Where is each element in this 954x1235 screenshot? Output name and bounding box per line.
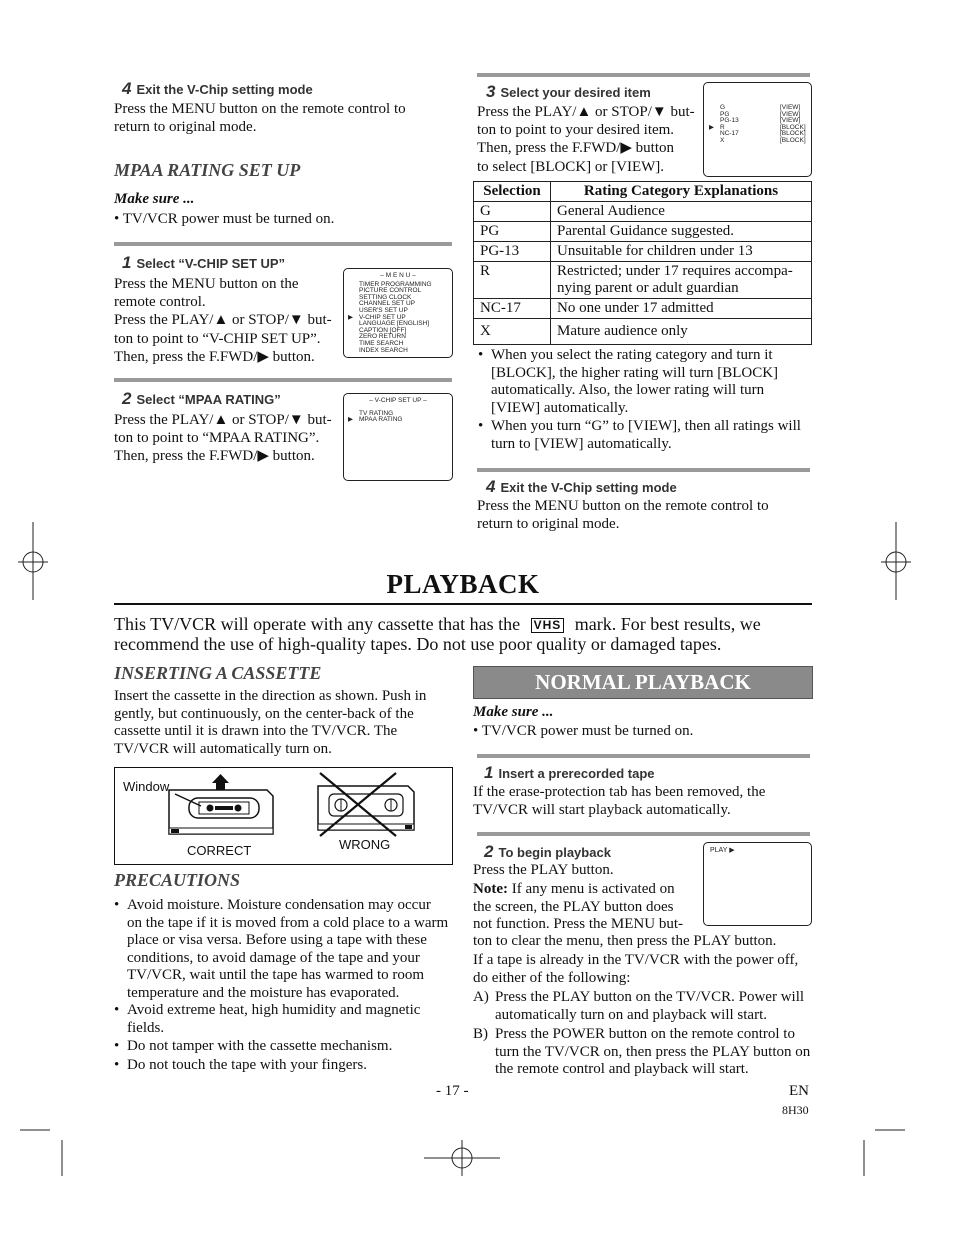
text-line: Press the MENU button on the [114, 276, 299, 292]
menu-item: USER'S SET UP [359, 306, 408, 314]
option-text: Press the PLAY button on the TV/VCR. Power will automatically turn on and playback will start. [495, 989, 805, 1023]
step-number: 4 [122, 79, 132, 98]
text-line: the screen, the PLAY button does [473, 898, 674, 915]
inserting-heading: INSERTING A CASSETTE [114, 663, 322, 683]
menu-item: TIMER PROGRAMMING [359, 280, 432, 288]
text-line: Then, press the F.FWD/▶ button. [114, 448, 315, 465]
step3-heading [486, 82, 651, 102]
step4-right-text: Press the MENU button on the remote control to return to original mode. [477, 498, 769, 532]
step1-text [114, 275, 344, 366]
step-number: 2 [484, 842, 494, 861]
rating-label-selected: ▶ R [709, 123, 725, 131]
menu-item: PICTURE CONTROL [359, 287, 422, 295]
inserting-text: Insert the cassette in the direction as shown. Push in gently, but continuously, on the center-back of the cassette until it is drawn into the TV/VCR. The TV/VCR will automatically turn on. [114, 688, 427, 757]
rating-value: [BLOCK] [780, 136, 806, 144]
make-sure-label: Make sure ... [114, 191, 195, 207]
rating-note: • When you turn “G” to [VIEW], then all ratings will turn to [VIEW] automatically. [478, 418, 801, 452]
step-divider [477, 832, 810, 836]
normal-step1-text: If the erase-protection tab has been removed, the TV/VCR will start playback automatically. [473, 784, 766, 818]
step3-text [477, 103, 707, 176]
wrong-cassette-icon [318, 773, 414, 836]
step-number: 1 [122, 253, 132, 272]
step-title: To begin playback [498, 845, 611, 860]
registration-mark-icon [881, 522, 911, 600]
menu-item: CHANNEL SET UP [359, 300, 415, 308]
step-divider [114, 242, 452, 246]
step-divider [477, 754, 810, 758]
intro-text: mark. For best results, we [574, 614, 761, 634]
table-cell: PG-13 [474, 242, 551, 262]
step-number: 2 [122, 389, 132, 408]
table-row [474, 319, 812, 345]
rating-table [473, 181, 812, 345]
intro-text: This TV/VCR will operate with any cassette that has the [114, 614, 521, 634]
menu-item: TIME SEARCH [359, 339, 404, 347]
menu-item: INDEX SEARCH [359, 346, 408, 354]
page-number: - 17 - [436, 1083, 469, 1099]
precautions-heading: PRECAUTIONS [114, 870, 241, 890]
playback-intro [114, 614, 814, 654]
step1-heading [122, 253, 285, 273]
insert-arrow-icon [212, 774, 229, 790]
wrong-label: WRONG [339, 837, 391, 852]
menu-screen-title: – M E N U – [380, 272, 416, 279]
step-number: 3 [486, 82, 496, 101]
rating-value: [VIEW] [780, 117, 801, 125]
cursor-arrow-icon: ▶ [348, 313, 353, 321]
table-header: Selection [474, 182, 551, 202]
normal-step2-text [473, 862, 698, 934]
normal-step1-heading [484, 763, 655, 783]
rating-values [780, 105, 806, 145]
step-title: Select “MPAA RATING” [136, 392, 281, 407]
document-code: 8H30 [782, 1103, 809, 1117]
text-line: ton to point to “MPAA RATING”. [114, 430, 320, 447]
step-title: Select “V-CHIP SET UP” [136, 256, 286, 271]
menu-item: CAPTION [OFF] [359, 326, 407, 334]
vhs-logo: VHS [531, 618, 565, 633]
text-line: Press the PLAY button. [473, 862, 614, 878]
table-cell: Restricted; under 17 requires accompa-nying parent or adult guardian [551, 262, 812, 299]
rating-value: [BLOCK] [780, 123, 806, 131]
rating-value: [VIEW] [780, 104, 801, 111]
rating-label: NC-17 [720, 130, 739, 138]
step-title: Exit the V-Chip setting mode [136, 82, 313, 97]
menu-item-selected: ▶ MPAA RATING [348, 416, 403, 424]
rating-label: G [720, 104, 726, 111]
step-title: Insert a prerecorded tape [498, 766, 655, 781]
table-header-row [474, 182, 812, 202]
text-line: Then, press the F.FWD/▶ button [477, 140, 674, 157]
cursor-arrow-icon: ▶ [709, 123, 714, 131]
vchip-screen [343, 393, 453, 481]
playback-title: PLAYBACK [386, 569, 540, 599]
make-sure-item: • TV/VCR power must be turned on. [473, 723, 694, 739]
note-line: Note: If any menu is activated on [473, 881, 675, 897]
language-code: EN [789, 1083, 809, 1099]
text-line: Then, press the F.FWD/▶ button. [114, 348, 315, 365]
table-cell: No one under 17 admitted [551, 299, 812, 319]
precaution-item: • Avoid moisture. Moisture condensation may occur on the tape if it is moved from a cold place to a warm place or visa versa. Before using a tape with these conditions, to avoid damage of the tape and your TV/VCR, wait until the tape has warmed to room temperature and the moisture has evaporated. [114, 897, 449, 1001]
rating-value: [BLOCK] [780, 130, 806, 138]
normal-playback-heading: NORMAL PLAYBACK [535, 670, 751, 694]
step-number: 1 [484, 763, 494, 782]
table-cell: PG [474, 222, 551, 242]
rating-label: X [720, 136, 725, 144]
rating-note: • When you select the rating category and turn it [BLOCK], the higher rating will turn [BLOCK] automatically. Also, the lower rating will turn [VIEW] automatically. [478, 347, 779, 416]
text-line: to select [BLOCK] or [VIEW]. [477, 158, 665, 175]
text-line: ton to point to your desired item. [477, 122, 675, 139]
play-screen-text: PLAY ▶ [710, 847, 735, 854]
text-line: not function. Press the MENU but- [473, 916, 683, 932]
menu-screen [343, 268, 453, 358]
text-line: Press the PLAY/▲ or STOP/▼ but- [477, 104, 695, 120]
table-row [474, 262, 812, 299]
table-row [474, 222, 812, 242]
table-cell: R [474, 262, 551, 299]
table-cell: NC-17 [474, 299, 551, 319]
option-b [473, 1026, 811, 1079]
rating-labels [709, 104, 739, 145]
cursor-arrow-icon: ▶ [348, 416, 353, 424]
precaution-item: • Avoid extreme heat, high humidity and magnetic fields. [114, 1002, 421, 1036]
table-cell: X [474, 319, 551, 345]
menu-item: TV RATING [359, 409, 394, 417]
mpaa-heading: MPAA RATING SET UP [114, 160, 301, 180]
option-text: Press the POWER button on the remote control to turn the TV/VCR on, then press the PLAY button on the remote control and playback will start. [495, 1026, 811, 1077]
correct-cassette-icon [169, 790, 273, 834]
intro-text: recommend the use of high-quality tapes. Do not use poor quality or damaged tapes. [114, 634, 722, 654]
normal-step2-extra: If a tape is already in the TV/VCR with the power off, do either of the following: [473, 952, 799, 986]
table-cell: Unsuitable for children under 13 [551, 242, 812, 262]
normal-step2-heading [484, 842, 611, 862]
menu-item: LANGUAGE [ENGLISH] [359, 320, 430, 328]
step2-text [114, 411, 344, 466]
make-sure-item: • TV/VCR power must be turned on. [114, 211, 335, 227]
step-title: Exit the V-Chip setting mode [500, 480, 677, 495]
step4-left-heading [122, 79, 313, 99]
rating-label: PG [720, 110, 730, 118]
table-cell: General Audience [551, 202, 812, 222]
table-cell: Parental Guidance suggested. [551, 222, 812, 242]
registration-mark-icon [18, 522, 48, 600]
option-label: B) [473, 1026, 488, 1042]
step-number: 4 [486, 477, 496, 496]
step4-right-heading [486, 477, 677, 497]
cassette-illustration [114, 767, 453, 865]
normal-step2-note-rest: ton to clear the menu, then press the PLAY button. [473, 933, 777, 949]
playback-title-rule [114, 603, 812, 605]
table-row [474, 242, 812, 262]
text-line: Press the PLAY/▲ or STOP/▼ but- [114, 312, 332, 329]
make-sure-label: Make sure ... [473, 704, 554, 720]
step-divider [114, 378, 452, 382]
text-line: remote control. [114, 294, 206, 311]
play-screen [703, 842, 812, 926]
rating-label: PG-13 [720, 117, 739, 125]
correct-label: CORRECT [187, 843, 252, 858]
window-label: Window [123, 779, 170, 794]
registration-mark-icon [424, 1140, 500, 1176]
step-divider [477, 73, 810, 77]
option-label: A) [473, 989, 489, 1005]
table-row [474, 299, 812, 319]
menu-item-selected: ▶ V-CHIP SET UP [348, 313, 406, 321]
step-divider [477, 468, 810, 472]
vchip-screen-title: – V-CHIP SET UP – [369, 397, 427, 404]
option-a [473, 989, 811, 1024]
rating-value: [VIEW] [780, 110, 801, 118]
rating-screen [703, 82, 812, 177]
step4-left-text: Press the MENU button on the remote control to return to original mode. [114, 101, 406, 135]
table-header: Rating Category Explanations [551, 182, 812, 202]
note-label: Note: [473, 881, 508, 897]
step-title: Select your desired item [500, 85, 651, 100]
table-cell: G [474, 202, 551, 222]
table-row [474, 202, 812, 222]
normal-playback-banner [473, 666, 813, 699]
menu-item: SETTING CLOCK [359, 293, 412, 301]
table-cell: Mature audience only [551, 319, 812, 345]
text-line: Press the PLAY/▲ or STOP/▼ but- [114, 412, 332, 428]
step2-heading [122, 389, 281, 409]
precaution-item: • Do not touch the tape with your fingers. [114, 1057, 367, 1073]
text-line: ton to point to “V-CHIP SET UP”. [114, 330, 321, 347]
precaution-item: • Do not tamper with the cassette mechanism. [114, 1038, 393, 1054]
corner-crop-mark-icon [20, 1130, 905, 1176]
menu-item: ZERO RETURN [359, 333, 406, 341]
